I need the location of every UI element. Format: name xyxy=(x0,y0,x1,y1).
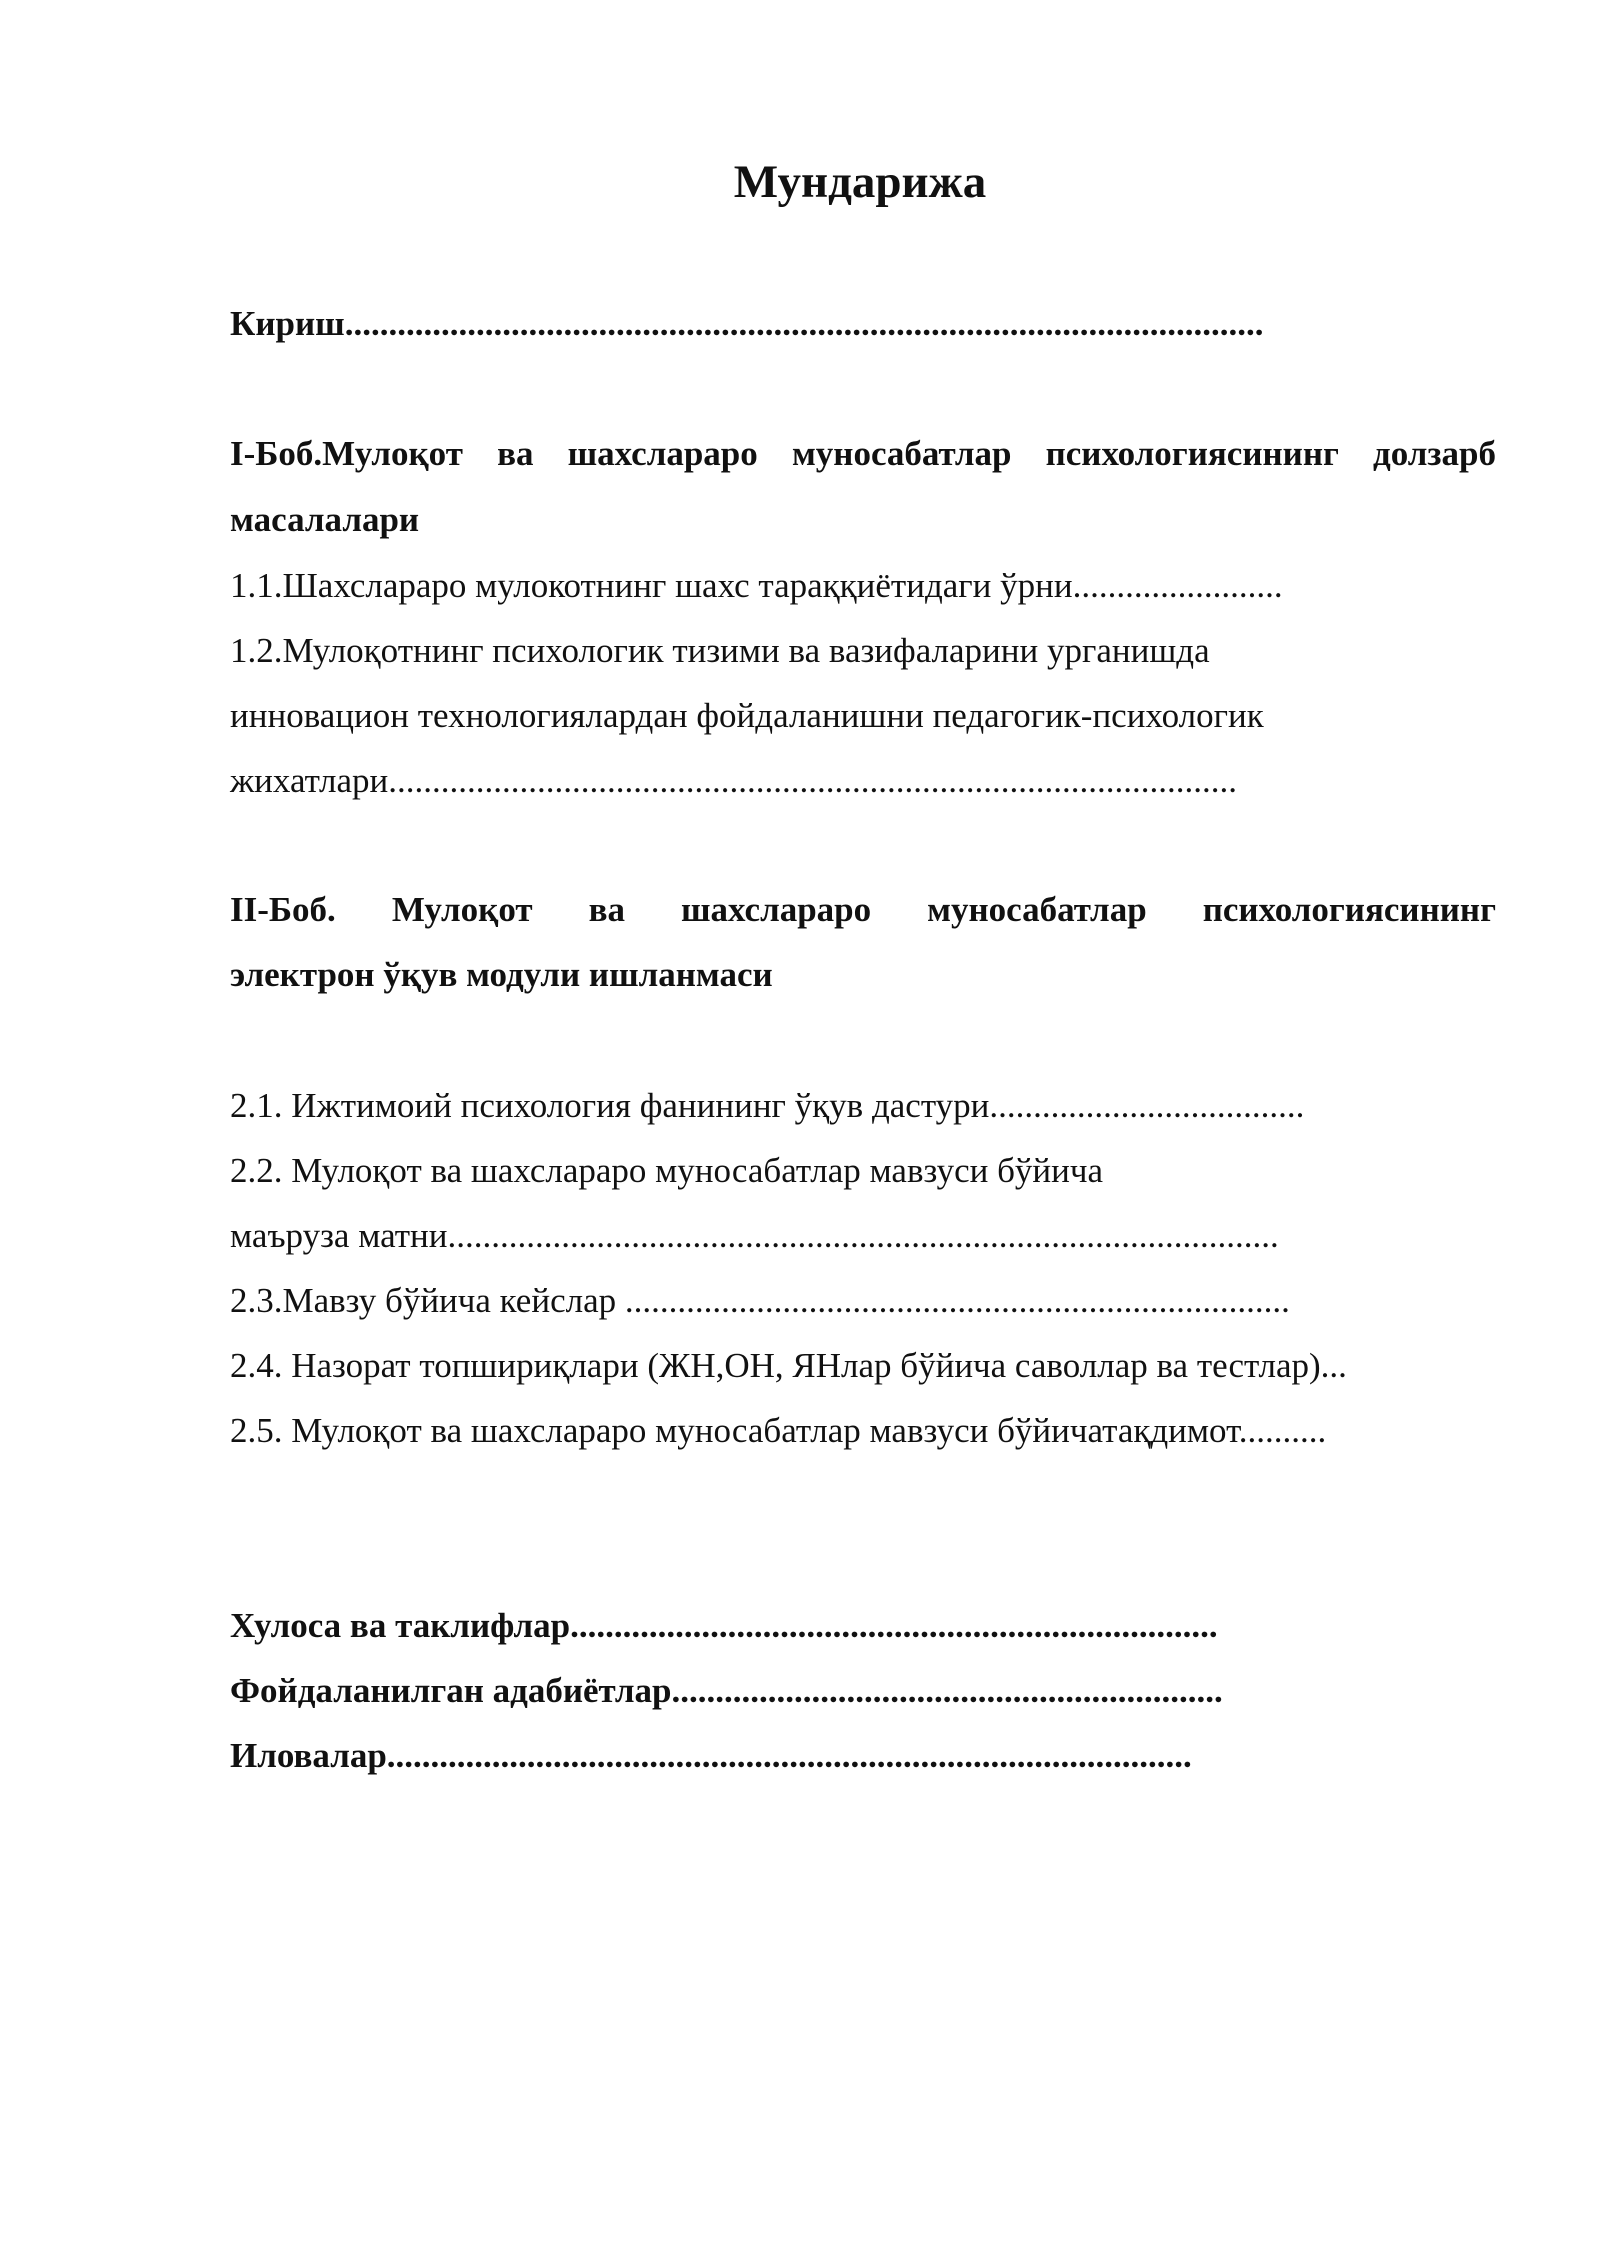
toc-chapter2-word: ва xyxy=(588,890,625,929)
toc-conclusion: Хулоса ва таклифлар.......................................................................... xyxy=(230,1606,1218,1645)
toc-chapter2-heading-cont: электрон ўқув модули ишланмаси xyxy=(230,955,773,994)
toc-item-1-2: 1.2.Мулоқотнинг психологик тизими ва вазифаларини урганишда xyxy=(230,631,1210,670)
toc-chapter1-word: шахслараро xyxy=(567,434,758,473)
toc-chapter1-word: ва xyxy=(497,434,534,473)
toc-chapter1-word: муносабатлар xyxy=(791,434,1012,473)
toc-intro: Кириш......................................................................................................... xyxy=(230,304,1264,343)
toc-chapter2-word: психологиясининг xyxy=(1202,890,1496,929)
toc-chapter2-heading xyxy=(230,884,1496,936)
toc-chapter1-word: психологиясининг xyxy=(1045,434,1339,473)
toc-chapter2-word: II-Боб. xyxy=(230,890,336,929)
toc-references: Фойдаланилган адабиётлар............................................................... xyxy=(230,1671,1223,1710)
toc-item-2-2: 2.2. Мулоқот ва шахслараро муносабатлар мавзуси бўйича xyxy=(230,1151,1104,1190)
toc-chapter1-heading xyxy=(230,428,1496,480)
toc-chapter2-word: муносабатлар xyxy=(927,890,1147,929)
toc-appendices: Иловалар............................................................................................ xyxy=(230,1736,1192,1775)
toc-item-2-1: 2.1. Ижтимоий психология фанининг ўқув дастури.................................... xyxy=(230,1086,1305,1125)
toc-item-1-1: 1.1.Шахслараро мулокотнинг шахс тараққиётидаги ўрни........................ xyxy=(230,566,1283,605)
toc-item-2-4: 2.4. Назорат топшириқлари (ЖН,ОН, ЯНлар бўйича саволлар ва тестлар)... xyxy=(230,1346,1347,1385)
toc-chapter2-word: шахслараро xyxy=(681,890,872,929)
toc-chapter1-word: долзарб xyxy=(1373,434,1496,473)
toc-item-1-2-cont: жихатлари................................................................................................. xyxy=(230,761,1237,800)
toc-item-2-3: 2.3.Мавзу бўйича кейслар ............................................................................ xyxy=(230,1281,1290,1320)
toc-item-2-2-cont: маъруза матни............................................................................................... xyxy=(230,1216,1279,1255)
toc-item-1-2-cont: инновацион технологиялардан фойдаланишни педагогик-психологик xyxy=(230,696,1264,735)
toc-item-2-5: 2.5. Мулоқот ва шахслараро муносабатлар мавзуси бўйичатақдимот.......... xyxy=(230,1411,1327,1450)
toc-chapter2-word: Мулоқот xyxy=(391,890,533,929)
toc-chapter1-word: I-Боб.Мулоқот xyxy=(230,434,463,473)
page-title: Мундарижа xyxy=(733,156,987,208)
toc-chapter1-heading-cont: масалалари xyxy=(230,500,420,539)
